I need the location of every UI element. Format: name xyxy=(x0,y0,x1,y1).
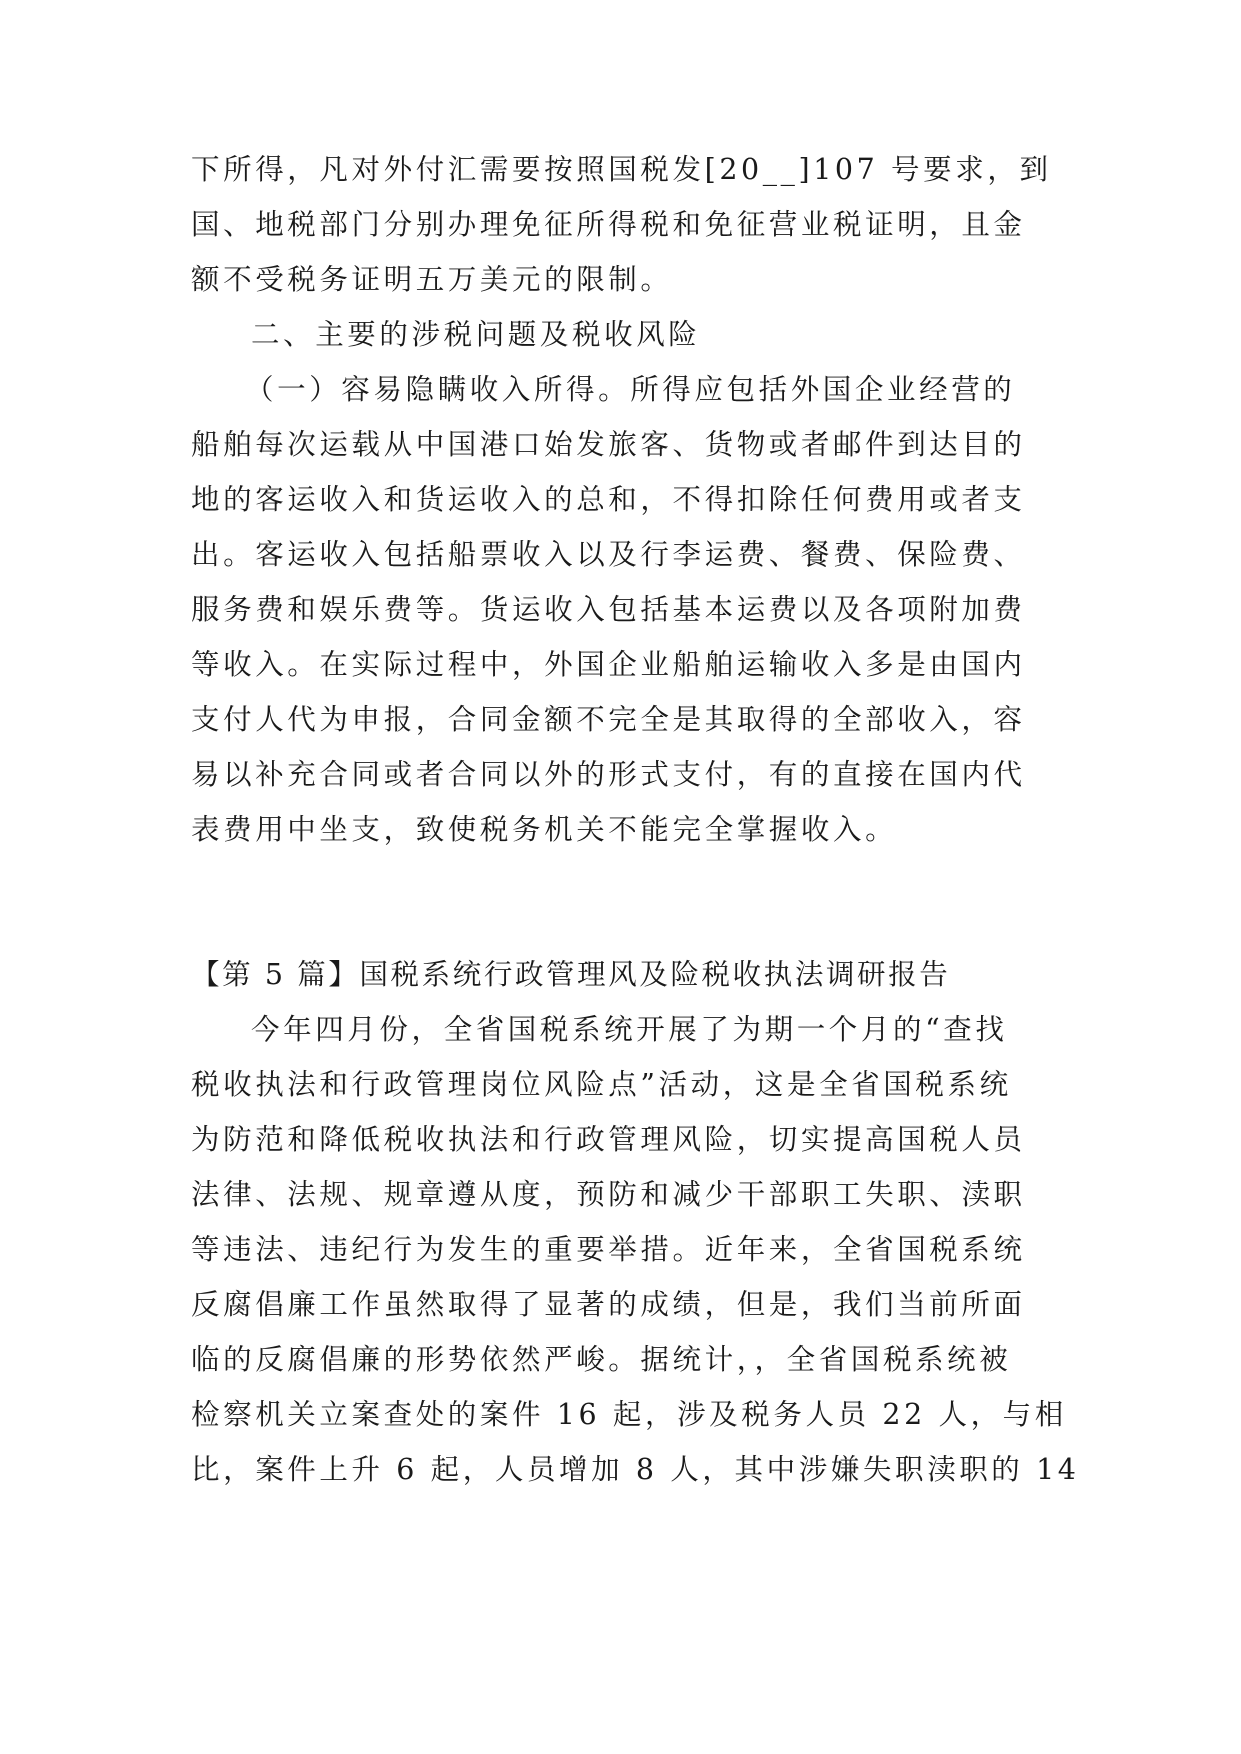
text-line: 出。客运收入包括船票收入以及行李运费、餐费、保险费、 xyxy=(191,538,1026,571)
text-line: 船舶每次运载从中国港口始发旅客、货物或者邮件到达目的 xyxy=(191,428,1026,461)
text-line: 下所得，凡对外付汇需要按照国税发[20__]107 号要求，到 xyxy=(191,153,1052,186)
text-line: 税收执法和行政管理岗位风险点”活动，这是全省国税系统 xyxy=(191,1068,1012,1101)
text-line: 地的客运收入和货运收入的总和，不得扣除任何费用或者支 xyxy=(191,483,1026,516)
text-line: 表费用中坐支，致使税务机关不能完全掌握收入。 xyxy=(191,813,898,846)
text-line: 等收入。在实际过程中，外国企业船舶运输收入多是由国内 xyxy=(191,648,1026,681)
text-line: 反腐倡廉工作虽然取得了显著的成绩，但是，我们当前所面 xyxy=(191,1288,1026,1321)
text-line: 额不受税务证明五万美元的限制。 xyxy=(191,263,673,296)
text-line: 为防范和降低税收执法和行政管理风险，切实提高国税人员 xyxy=(191,1123,1026,1156)
text-line: 法律、法规、规章遵从度，预防和减少干部职工失职、渎职 xyxy=(191,1178,1026,1211)
text-line: （一）容易隐瞒收入所得。所得应包括外国企业经营的 xyxy=(245,373,1016,406)
text-line: 今年四月份，全省国税系统开展了为期一个月的“查找 xyxy=(251,1013,1008,1046)
text-line: 易以补充合同或者合同以外的形式支付，有的直接在国内代 xyxy=(191,758,1026,791)
text-line: 支付人代为申报，合同金额不完全是其取得的全部收入，容 xyxy=(191,703,1026,736)
text-line: 等违法、违纪行为发生的重要举措。近年来，全省国税系统 xyxy=(191,1233,1026,1266)
text-line: 比，案件上升 6 起，人员增加 8 人，其中涉嫌失职渎职的 14 xyxy=(191,1453,1080,1486)
text-line: 临的反腐倡廉的形势依然严峻。据统计，，全省国税系统被 xyxy=(191,1343,1012,1376)
text-line: 服务费和娱乐费等。货运收入包括基本运费以及各项附加费 xyxy=(191,593,1026,626)
text-line: 检察机关立案查处的案件 16 起，涉及税务人员 22 人，与相 xyxy=(191,1398,1067,1431)
section-heading: 二、主要的涉税问题及税收风险 xyxy=(251,318,701,351)
text-line: 国、地税部门分别办理免征所得税和免征营业税证明，且金 xyxy=(191,208,1026,241)
article-title: 【第 5 篇】国税系统行政管理风及险税收执法调研报告 xyxy=(191,958,951,991)
